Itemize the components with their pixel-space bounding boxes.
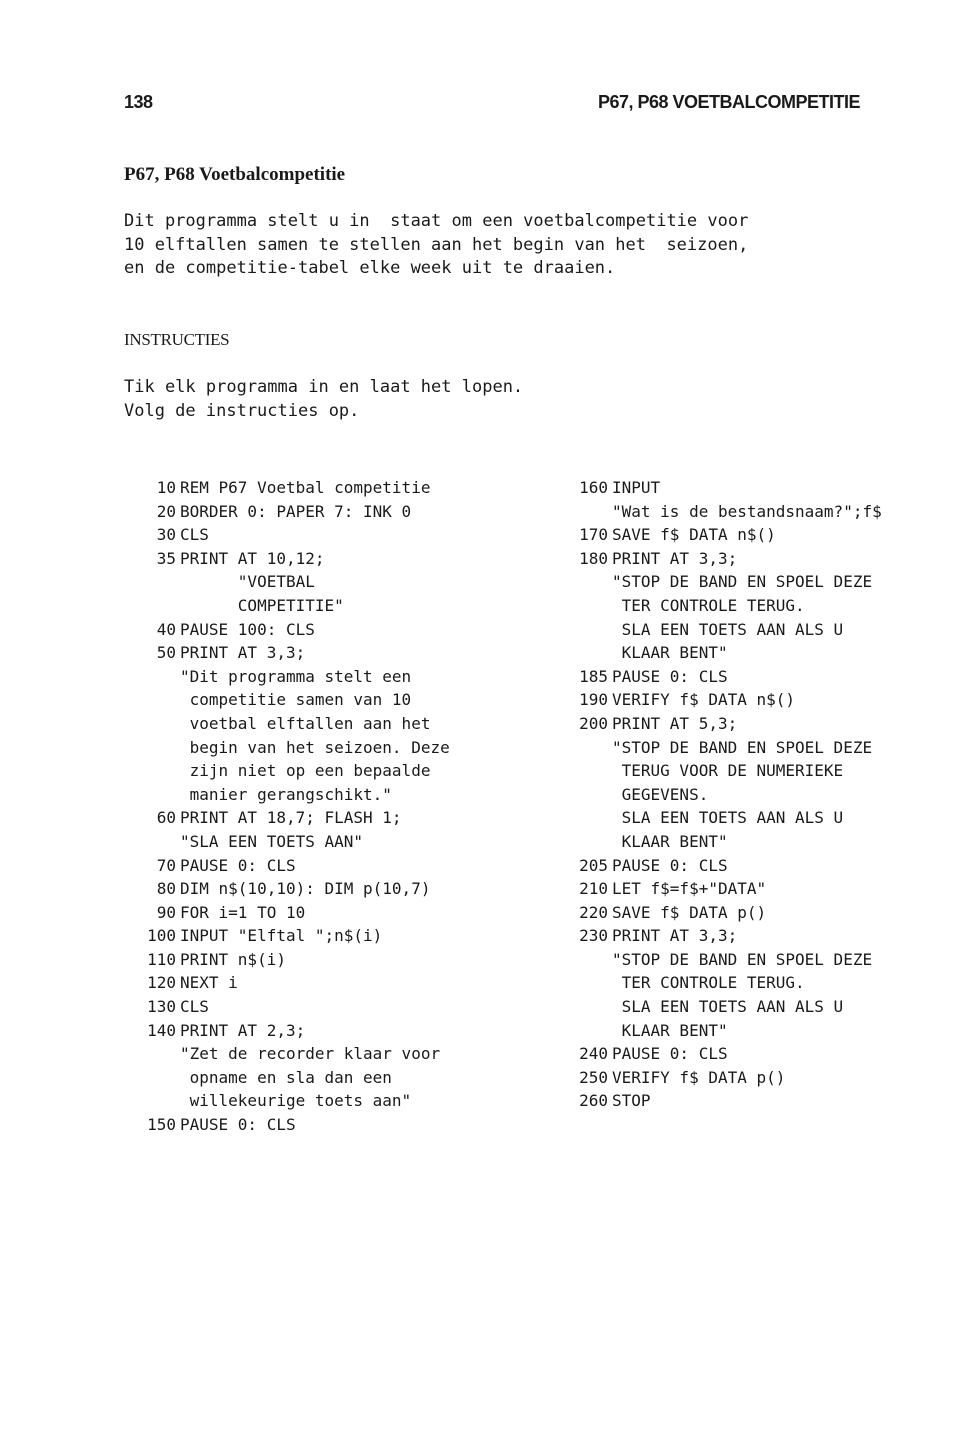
code-text: PAUSE 0: CLS — [180, 1115, 296, 1135]
code-text: voetbal elftallen aan het — [180, 713, 431, 733]
line-number: 230 — [579, 926, 608, 946]
line-number — [132, 783, 176, 807]
code-line — [564, 1089, 944, 1113]
line-number: 185 — [579, 666, 608, 686]
code-text: opname en sla dan een — [180, 1067, 392, 1087]
code-text: CLS — [180, 525, 209, 545]
code-line — [132, 995, 522, 1019]
code-text: DIM n$(10,10): DIM p(10,7) — [180, 879, 431, 899]
code-text: begin van het seizoen. Deze — [180, 737, 450, 757]
instructions-body: Tik elk programma in en laat het lopen. Volg de instructies op. — [124, 377, 524, 421]
line-number — [564, 641, 608, 665]
line-number — [564, 594, 608, 618]
code-listing-right — [564, 476, 944, 1113]
line-number: 205 — [579, 855, 608, 875]
code-line — [564, 736, 944, 760]
code-text: "Wat is de bestandsnaam?";f$ — [612, 501, 882, 521]
code-text: GEGEVENS. — [612, 784, 709, 804]
line-number — [564, 995, 608, 1019]
code-line — [564, 1019, 944, 1043]
code-text: NEXT i — [180, 973, 238, 993]
line-number — [564, 830, 608, 854]
line-number: 200 — [579, 713, 608, 733]
code-text: SLA EEN TOETS AAN ALS U — [612, 997, 844, 1017]
code-line — [132, 594, 522, 618]
code-text: PAUSE 0: CLS — [612, 666, 728, 686]
code-text: FOR i=1 TO 10 — [180, 902, 306, 922]
line-number: 80 — [156, 879, 176, 899]
code-line — [564, 665, 944, 689]
code-line — [564, 948, 944, 972]
code-text: "STOP DE BAND EN SPOEL DEZE — [612, 949, 873, 969]
code-line — [564, 971, 944, 995]
line-number: 100 — [147, 926, 176, 946]
line-number: 220 — [579, 902, 608, 922]
line-number: 130 — [147, 997, 176, 1017]
code-text: PAUSE 100: CLS — [180, 619, 315, 639]
line-number: 110 — [147, 949, 176, 969]
code-listing-left — [132, 476, 522, 1137]
line-number — [132, 736, 176, 760]
code-text: TER CONTROLE TERUG. — [612, 595, 805, 615]
line-number: 260 — [579, 1091, 608, 1111]
code-text: LET f$=f$+"DATA" — [612, 879, 767, 899]
code-line — [132, 688, 522, 712]
code-text: "VOETBAL — [180, 572, 315, 592]
code-line — [564, 547, 944, 571]
code-line — [132, 948, 522, 972]
line-number — [132, 759, 176, 783]
code-line — [132, 523, 522, 547]
code-line — [132, 1066, 522, 1090]
code-line — [132, 570, 522, 594]
code-text: PRINT AT 3,3; — [612, 926, 738, 946]
code-text: "SLA EEN TOETS AAN" — [180, 831, 364, 851]
line-number: 50 — [156, 643, 176, 663]
line-number: 180 — [579, 548, 608, 568]
line-number: 10 — [156, 478, 176, 497]
line-number — [132, 570, 176, 594]
code-line — [564, 783, 944, 807]
line-number: 160 — [579, 478, 608, 497]
code-text: PRINT AT 10,12; — [180, 548, 325, 568]
code-text: PRINT n$(i) — [180, 949, 286, 969]
code-line — [132, 476, 522, 500]
code-text: PAUSE 0: CLS — [180, 855, 296, 875]
code-line — [564, 854, 944, 878]
code-line — [132, 1019, 522, 1043]
code-line — [132, 759, 522, 783]
code-line — [564, 901, 944, 925]
code-text: manier gerangschikt." — [180, 784, 392, 804]
code-line — [564, 806, 944, 830]
code-line — [564, 570, 944, 594]
code-line — [564, 523, 944, 547]
code-text: STOP — [612, 1091, 651, 1111]
line-number — [564, 736, 608, 760]
line-number: 250 — [579, 1067, 608, 1087]
code-line — [132, 641, 522, 665]
code-line — [132, 1113, 522, 1137]
code-text: PRINT AT 2,3; — [180, 1020, 306, 1040]
line-number — [132, 688, 176, 712]
line-number — [564, 500, 608, 524]
line-number: 210 — [579, 879, 608, 899]
code-text: "Dit programma stelt een — [180, 666, 412, 686]
code-text: VERIFY f$ DATA p() — [612, 1067, 786, 1087]
code-line — [132, 971, 522, 995]
code-line — [564, 877, 944, 901]
line-number: 90 — [156, 902, 176, 922]
code-line — [564, 1066, 944, 1090]
code-text: TER CONTROLE TERUG. — [612, 973, 805, 993]
code-text: zijn niet op een bepaalde — [180, 761, 431, 781]
line-number — [564, 806, 608, 830]
line-number: 70 — [156, 855, 176, 875]
code-text: SLA EEN TOETS AAN ALS U — [612, 808, 844, 828]
line-number — [564, 783, 608, 807]
code-line — [564, 830, 944, 854]
line-number: 190 — [579, 690, 608, 710]
code-text: KLAAR BENT" — [612, 1020, 728, 1040]
line-number: 30 — [156, 525, 176, 545]
code-line — [132, 618, 522, 642]
page-number: 138 — [124, 92, 153, 112]
line-number: 240 — [579, 1044, 608, 1064]
code-line — [564, 688, 944, 712]
running-title: P67, P68 VOETBALCOMPETITIE — [597, 92, 860, 112]
line-number: 140 — [147, 1020, 176, 1040]
code-line — [132, 830, 522, 854]
line-number — [132, 1066, 176, 1090]
line-number — [564, 618, 608, 642]
code-line — [132, 500, 522, 524]
line-number: 120 — [147, 973, 176, 993]
line-number — [564, 948, 608, 972]
line-number — [564, 1019, 608, 1043]
code-text: KLAAR BENT" — [612, 831, 728, 851]
intro-paragraph: Dit programma stelt u in staat om een voetbalcompetitie voor 10 elftallen samen te stellen aan het begin van het seizoen, en de competitie-tabel elke week uit te draaien. — [124, 211, 749, 278]
code-text: "STOP DE BAND EN SPOEL DEZE — [612, 737, 873, 757]
code-line — [132, 877, 522, 901]
code-line — [132, 736, 522, 760]
line-number: 35 — [156, 548, 176, 568]
code-line — [132, 901, 522, 925]
code-line — [564, 924, 944, 948]
code-text: KLAAR BENT" — [612, 643, 728, 663]
code-text: BORDER 0: PAPER 7: INK 0 — [180, 501, 412, 521]
code-line — [132, 783, 522, 807]
line-number: 20 — [156, 501, 176, 521]
code-line — [564, 476, 944, 500]
code-text: TERUG VOOR DE NUMERIEKE — [612, 761, 844, 781]
instructions-heading: INSTRUCTIES — [124, 330, 230, 349]
line-number — [564, 971, 608, 995]
code-text: "STOP DE BAND EN SPOEL DEZE — [612, 572, 873, 592]
code-line — [564, 995, 944, 1019]
line-number: 60 — [156, 808, 176, 828]
code-line — [564, 1042, 944, 1066]
code-line — [564, 712, 944, 736]
code-text: INPUT "Elftal ";n$(i) — [180, 926, 383, 946]
code-text: competitie samen van 10 — [180, 690, 412, 710]
code-line — [564, 618, 944, 642]
code-line — [132, 806, 522, 830]
code-text: PRINT AT 3,3; — [180, 643, 306, 663]
code-text: "Zet de recorder klaar voor — [180, 1044, 441, 1064]
line-number — [132, 712, 176, 736]
code-text: SAVE f$ DATA n$() — [612, 525, 776, 545]
code-line — [564, 500, 944, 524]
code-line — [132, 712, 522, 736]
code-text: VERIFY f$ DATA n$() — [612, 690, 796, 710]
code-line — [132, 1089, 522, 1113]
page-title: P67, P68 Voetbalcompetitie — [124, 164, 346, 185]
code-text: SAVE f$ DATA p() — [612, 902, 767, 922]
line-number — [132, 665, 176, 689]
line-number — [132, 1042, 176, 1066]
line-number — [564, 570, 608, 594]
code-text: CLS — [180, 997, 209, 1017]
line-number: 40 — [156, 619, 176, 639]
code-line — [132, 547, 522, 571]
code-text: COMPETITIE" — [180, 595, 344, 615]
code-line — [132, 854, 522, 878]
code-text: PAUSE 0: CLS — [612, 855, 728, 875]
code-text: PAUSE 0: CLS — [612, 1044, 728, 1064]
line-number: 150 — [147, 1115, 176, 1135]
code-text: INPUT — [612, 478, 661, 497]
line-number: 170 — [579, 525, 608, 545]
line-number — [564, 759, 608, 783]
code-text: SLA EEN TOETS AAN ALS U — [612, 619, 844, 639]
code-line — [564, 594, 944, 618]
code-line — [564, 759, 944, 783]
code-line — [132, 924, 522, 948]
code-text: PRINT AT 5,3; — [612, 713, 738, 733]
code-line — [132, 665, 522, 689]
code-text: PRINT AT 18,7; FLASH 1; — [180, 808, 402, 828]
code-text: PRINT AT 3,3; — [612, 548, 738, 568]
code-line — [132, 1042, 522, 1066]
line-number — [132, 830, 176, 854]
line-number — [132, 594, 176, 618]
code-line — [564, 641, 944, 665]
line-number — [132, 1089, 176, 1113]
code-text: willekeurige toets aan" — [180, 1091, 412, 1111]
code-text: REM P67 Voetbal competitie — [180, 478, 431, 497]
